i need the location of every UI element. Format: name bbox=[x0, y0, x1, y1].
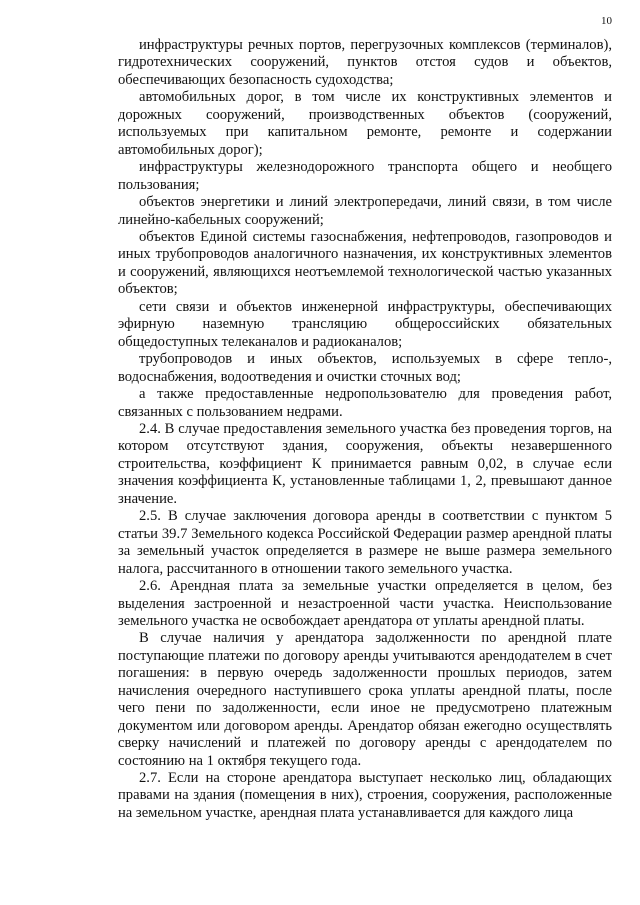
page-number: 10 bbox=[601, 15, 612, 27]
paragraph-2-4: 2.4. В случае предоставления земельного участка без проведения торгов, на котором отсутствуют здания, сооружения, объекты незавершенного строительства, коэффициент К принимается равным 0,02, в случае если значения коэффициента К, установленные таблицами 1, 2, превышают данное значение. bbox=[118, 420, 612, 507]
paragraph-gas-supply: объектов Единой системы газоснабжения, нефтепроводов, газопроводов и иных трубопроводов аналогичного назначения, их конструктивных элементов и сооружений, являющихся неотъемлемой технологической частью указанных объектов; bbox=[118, 228, 612, 298]
paragraph-debt-payments: В случае наличия у арендатора задолженности по арендной плате поступающие платежи по договору аренды учитываются арендодателем в счет погашения: в первую очередь задолженности прошлых периодов, затем начисления очередного наступившего срока уплаты арендной платы, после чего пени по задолженности, если иное не предусмотрено платежным документом или договором аренды. Арендатор обязан ежегодно осуществлять сверку начислений и платежей по договору аренды с арендодателем по состоянию на 1 октября текущего года. bbox=[118, 630, 612, 769]
paragraph-2-7: 2.7. Если на стороне арендатора выступает несколько лиц, обладающих правами на здания (помещения в них), строения, сооружения, расположенные на земельном участке, арендная плата устанавливается для каждого лица bbox=[118, 770, 612, 821]
document-body bbox=[118, 37, 612, 822]
paragraph-roads: автомобильных дорог, в том числе их конструктивных элементов и дорожных сооружений, производственных объектов (сооружений, используемых при капитальном ремонте, ремонте и содержании автомобильных дорог); bbox=[118, 89, 612, 158]
paragraph-subsoil: а также предоставленные недропользователю для проведения работ, связанных с пользованием недрами. bbox=[118, 386, 612, 420]
paragraph-energy: объектов энергетики и линий электропередачи, линий связи, в том числе линейно-кабельных сооружений; bbox=[118, 194, 612, 228]
paragraph-river-ports: инфраструктуры речных портов, перегрузочных комплексов (терминалов), гидротехнических сооружений, пунктов отстоя судов и объектов, обеспечивающих безопасность судоходства; bbox=[118, 37, 612, 88]
paragraph-railway: инфраструктуры железнодорожного транспорта общего и необщего пользования; bbox=[118, 159, 612, 193]
paragraph-2-6: 2.6. Арендная плата за земельные участки определяется в целом, без выделения застроенной и незастроенной части участка. Неиспользование земельного участка не освобождает арендатора от уплаты арендной платы. bbox=[118, 578, 612, 629]
paragraph-2-5: 2.5. В случае заключения договора аренды в соответствии с пунктом 5 статьи 39.7 Земельного кодекса Российской Федерации размер арендной платы за земельный участок определяется в размере не выше размера земельного налога, рассчитанного в отношении такого земельного участка. bbox=[118, 508, 612, 577]
paragraph-broadcast: сети связи и объектов инженерной инфраструктуры, обеспечивающих эфирную наземную трансляцию общероссийских обязательных общедоступных телеканалов и радиоканалов; bbox=[118, 298, 612, 350]
paragraph-pipelines: трубопроводов и иных объектов, используемых в сфере тепло-, водоснабжения, водоотведения и очистки сточных вод; bbox=[118, 351, 612, 385]
